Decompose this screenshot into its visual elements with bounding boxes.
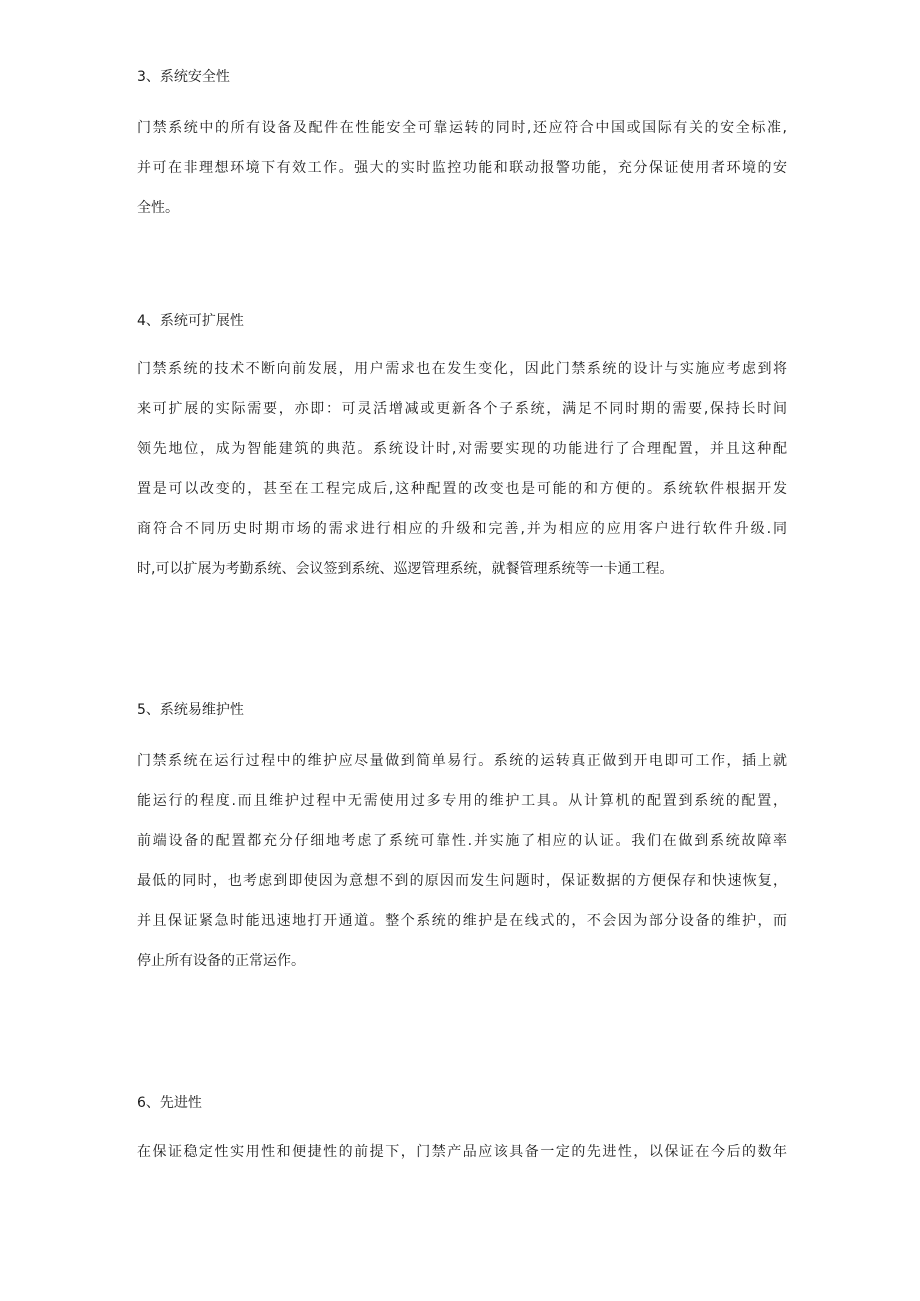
- section-body-5: [137, 741, 787, 981]
- text-line: 在保证稳定性实用性和便捷性的前提下，门禁产品应该具备一定的先进性，以保证在今后的数年: [137, 1144, 787, 1160]
- text-line: 停止所有设备的正常运作。: [137, 953, 305, 969]
- section-body-6: [137, 1132, 787, 1172]
- section-heading-6: 6、先进性: [137, 1095, 202, 1111]
- text-line: 能运行的程度.而且维护过程中无需使用过多专用的维护工具。从计算机的配置到系统的配置，: [137, 793, 787, 809]
- text-line: 并且保证紧急时能迅速地打开通道。整个系统的维护是在线式的，不会因为部分设备的维护，而: [137, 913, 787, 929]
- section-heading-5: 5、系统易维护性: [137, 702, 244, 718]
- section-heading-4: 4、系统可扩展性: [137, 313, 244, 329]
- text-line: 全性。: [137, 200, 179, 216]
- text-line: 并可在非理想环境下有效工作。强大的实时监控功能和联动报警功能，充分保证使用者环境的安: [137, 160, 787, 176]
- text-line: 来可扩展的实际需要，亦即：可灵活增减或更新各个子系统，满足不同时期的需要,保持长时间: [137, 401, 787, 417]
- text-line: 时,可以扩展为考勤系统、会议签到系统、巡逻管理系统，就餐管理系统等一卡通工程。: [137, 561, 674, 577]
- text-line: 门禁系统在运行过程中的维护应尽量做到简单易行。系统的运转真正做到开电即可工作，插上就: [137, 753, 787, 769]
- text-line: 置是可以改变的，甚至在工程完成后,这种配置的改变也是可能的和方便的。系统软件根据开发: [137, 481, 787, 497]
- text-line: 前端设备的配置都充分仔细地考虑了系统可靠性.并实施了相应的认证。我们在做到系统故障率: [137, 833, 787, 849]
- text-line: 门禁系统中的所有设备及配件在性能安全可靠运转的同时,还应符合中国或国际有关的安全标准,: [137, 120, 787, 136]
- text-line: 领先地位，成为智能建筑的典范。系统设计时,对需要实现的功能进行了合理配置，并且这种配: [137, 441, 787, 457]
- section-body-3: [137, 108, 787, 228]
- text-line: 商符合不同历史时期市场的需求进行相应的升级和完善,并为相应的应用客户进行软件升级.同: [137, 521, 787, 537]
- text-line: 门禁系统的技术不断向前发展，用户需求也在发生变化，因此门禁系统的设计与实施应考虑到将: [137, 361, 787, 377]
- section-body-4: [137, 349, 787, 589]
- section-heading-3: 3、系统安全性: [137, 69, 230, 85]
- text-line: 最低的同时，也考虑到即使因为意想不到的原因而发生问题时，保证数据的方便保存和快速恢复，: [137, 873, 787, 889]
